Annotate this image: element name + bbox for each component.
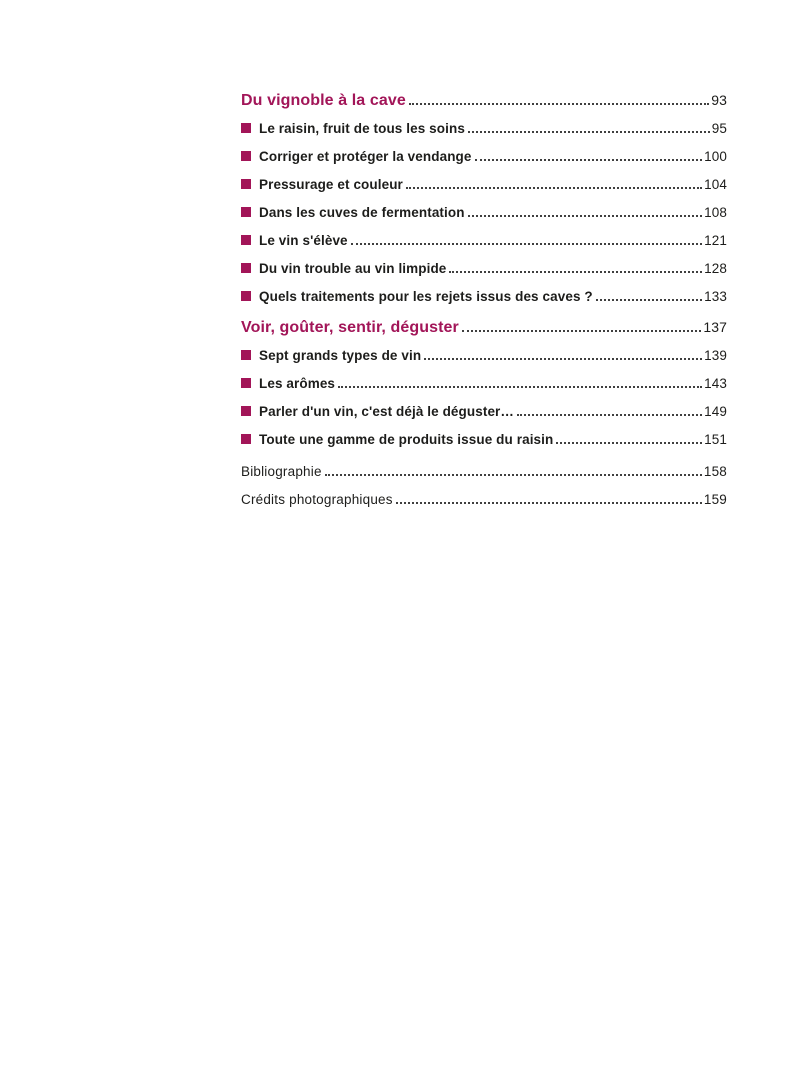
bullet-square-icon — [241, 406, 251, 416]
dot-leader — [475, 159, 703, 161]
page-number: 151 — [704, 432, 727, 447]
page-number: 104 — [704, 177, 727, 192]
bullet-square-icon — [241, 434, 251, 444]
toc-item-label: Le raisin, fruit de tous les soins — [259, 121, 465, 136]
section-title: Voir, goûter, sentir, déguster — [241, 319, 459, 336]
bullet-square-icon — [241, 378, 251, 388]
dot-leader — [596, 299, 702, 301]
bullet-square-icon — [241, 350, 251, 360]
page-number: 128 — [704, 261, 727, 276]
page-number: 133 — [704, 289, 727, 304]
toc-item-row — [241, 348, 727, 363]
bullet-square-icon — [241, 179, 251, 189]
toc-item-row — [241, 289, 727, 304]
dot-leader — [517, 414, 702, 416]
toc-item-row — [241, 261, 727, 276]
toc-item-label: Pressurage et couleur — [259, 177, 403, 192]
page-number: 159 — [703, 492, 727, 507]
footer-label: Bibliographie — [241, 464, 322, 479]
toc-section-heading-row — [241, 90, 727, 111]
toc-item-label: Les arômes — [259, 376, 336, 391]
toc-item-label: Corriger et protéger la vendange — [259, 149, 472, 164]
bullet-square-icon — [241, 235, 251, 245]
dot-leader — [462, 330, 701, 332]
toc-item-label: Toute une gamme de produits issue du raisin — [259, 432, 554, 447]
toc-item-label: Dans les cuves de fermentation — [259, 205, 465, 220]
footer-label: Crédits photographiques — [241, 492, 393, 507]
page-number: 158 — [703, 464, 727, 479]
toc-item-row — [241, 404, 727, 419]
bullet-square-icon — [241, 291, 251, 301]
page-number: 108 — [704, 205, 727, 220]
dot-leader — [424, 358, 702, 360]
page-number: 139 — [704, 348, 727, 363]
dot-leader — [325, 474, 702, 476]
page-number: 149 — [704, 404, 727, 419]
toc-item-row — [241, 205, 727, 220]
dot-leader — [406, 187, 702, 189]
toc-footer-row — [241, 464, 727, 479]
toc-item-row — [241, 177, 727, 192]
toc-section-1 — [241, 90, 727, 304]
dot-leader — [468, 131, 710, 133]
dot-leader — [351, 243, 703, 245]
dot-leader — [409, 103, 709, 105]
bullet-square-icon — [241, 123, 251, 133]
page-number: 137 — [703, 319, 727, 335]
toc-item-label: Du vin trouble au vin limpide — [259, 261, 447, 276]
toc-section-heading-row — [241, 317, 727, 338]
dot-leader — [396, 502, 702, 504]
dot-leader — [468, 215, 703, 217]
toc-item-label: Sept grands types de vin — [259, 348, 422, 363]
toc-section-2 — [241, 317, 727, 447]
toc-footer — [241, 464, 727, 507]
bullet-square-icon — [241, 151, 251, 161]
bullet-square-icon — [241, 263, 251, 273]
toc-item-label: Quels traitements pour les rejets issus des caves ? — [259, 289, 593, 304]
toc-item-row — [241, 376, 727, 391]
table-of-contents — [241, 90, 727, 520]
toc-item-row — [241, 233, 727, 248]
page-number: 95 — [711, 121, 727, 136]
dot-leader — [338, 386, 702, 388]
dot-leader — [556, 442, 702, 444]
page-number: 100 — [704, 149, 727, 164]
toc-item-row — [241, 432, 727, 447]
bullet-square-icon — [241, 207, 251, 217]
toc-item-row — [241, 121, 727, 136]
page-number: 93 — [711, 92, 727, 108]
toc-item-label: Le vin s'élève — [259, 233, 348, 248]
dot-leader — [449, 271, 702, 273]
toc-footer-row — [241, 492, 727, 507]
page-number: 143 — [704, 376, 727, 391]
toc-item-label: Parler d'un vin, c'est déjà le déguster… — [259, 404, 515, 419]
section-title: Du vignoble à la cave — [241, 92, 406, 109]
toc-item-row — [241, 149, 727, 164]
page-number: 121 — [704, 233, 727, 248]
